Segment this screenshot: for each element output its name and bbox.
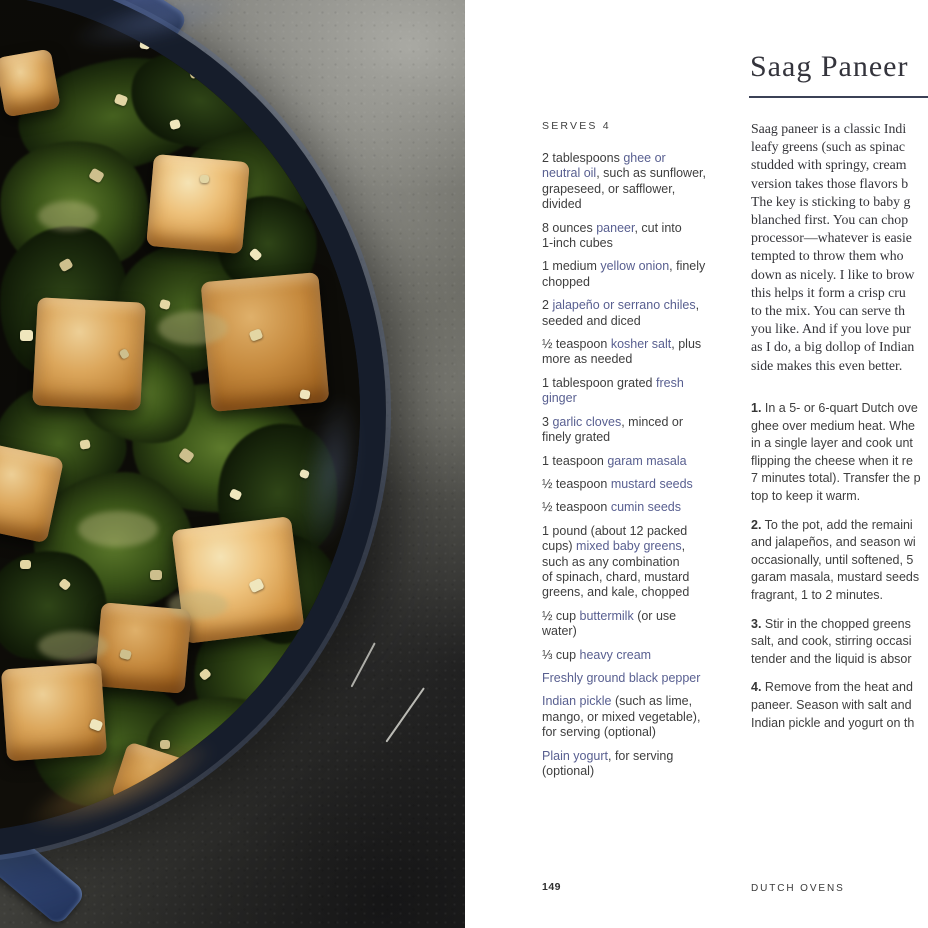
ingredient-item (542, 500, 742, 515)
intro-line: version takes those flavors b (751, 175, 909, 191)
onion-piece (79, 439, 90, 449)
onion-piece (200, 175, 209, 183)
ingredient-line: greens, and kale, chopped (542, 585, 690, 600)
step-line: occasionally, until softened, 5 (751, 552, 914, 567)
intro-line: as I do, a big dollop of Indian (751, 339, 915, 355)
ingredient-line: Plain yogurt, for serving (542, 748, 674, 763)
step-line: paneer. Season with salt and (751, 697, 912, 712)
ingredient-line: ½ teaspoon cumin seeds (542, 500, 681, 515)
step-line: 4. Remove from the heat and (751, 680, 913, 695)
cream-sauce-fleck (168, 591, 228, 619)
step-line: and jalapeños, and season wi (751, 535, 916, 550)
step-line: salt, and cook, stirring occasi (751, 634, 912, 649)
intro-line: tempted to throw them who (751, 248, 904, 264)
ingredient-item (542, 337, 742, 368)
ingredient-line: cups) mixed baby greens, (542, 539, 686, 554)
intro-line: studded with springy, cream (751, 157, 907, 173)
ingredient-item (542, 151, 742, 213)
ingredient-item (542, 415, 742, 446)
recipe-step (751, 679, 921, 732)
step-line: garam masala, mustard seeds (751, 570, 920, 585)
cream-sauce-fleck (78, 511, 158, 547)
cream-sauce-fleck (158, 311, 228, 345)
intro-line: this helps it form a crisp cru (751, 284, 906, 300)
ingredient-line: 2 tablespoons ghee or (542, 151, 666, 165)
ingredient-line: ginger (542, 391, 577, 406)
intro-line: The key is sticking to baby g (751, 193, 911, 209)
ingredient-line: 1 medium yellow onion, finely (542, 259, 706, 274)
intro-line: to the mix. You can serve th (751, 303, 906, 319)
paneer-cube (1, 663, 107, 762)
ingredient-line: ½ teaspoon mustard seeds (542, 476, 693, 491)
ingredient-line: Freshly ground black pepper (542, 670, 701, 685)
ingredient-line: of spinach, chard, mustard (542, 569, 690, 584)
intro-line: leafy greens (such as spinac (751, 139, 906, 155)
recipe-step (751, 616, 921, 669)
ingredient-line: water) (542, 624, 577, 639)
ingredient-line: such as any combination (542, 554, 680, 569)
step-number: 3. (751, 616, 762, 631)
recipe-step (751, 517, 921, 605)
ingredient-line: 1 tablespoon grated fresh (542, 375, 684, 390)
step-line: flipping the cheese when it re (751, 453, 913, 468)
ingredient-line: mango, or mixed vegetable), (542, 709, 701, 724)
ingredient-line: more as needed (542, 352, 633, 367)
ingredient-line: seeded and diced (542, 313, 641, 328)
ingredient-line: 3 garlic cloves, minced or (542, 414, 684, 429)
cream-sauce-fleck (38, 631, 108, 661)
ingredient-item (542, 376, 742, 407)
step-number: 1. (751, 401, 762, 415)
ingredient-item (542, 477, 742, 492)
intro-line: blanched first. You can chop (751, 212, 909, 228)
step-line: tender and the liquid is absor (751, 651, 912, 666)
ingredient-line: 2 jalapeño or serrano chiles, (542, 298, 700, 313)
step-line: 3. Stir in the chopped greens (751, 616, 911, 631)
serves-label: SERVES 4 (542, 120, 611, 132)
paneer-cube (146, 154, 250, 254)
recipe-step (751, 400, 921, 506)
page-number: 149 (542, 881, 562, 893)
ingredient-line: Indian pickle (such as lime, (542, 694, 693, 709)
recipe-intro (751, 120, 914, 375)
ingredient-line: neutral oil, such as sunflower, (542, 166, 706, 181)
step-line: 1. In a 5- or 6-quart Dutch ove (751, 401, 918, 415)
chapter-running-head: DUTCH OVENS (751, 883, 845, 894)
ingredient-line: 8 ounces paneer, cut into (542, 220, 682, 235)
title-rule (749, 96, 928, 98)
intro-line: you like. And if you love pur (751, 321, 911, 337)
step-line: ghee over medium heat. Whe (751, 418, 915, 433)
intro-line: side makes this even better. (751, 357, 903, 373)
cream-sauce-fleck (38, 201, 98, 231)
ingredient-item (542, 259, 742, 290)
ingredient-item (542, 694, 742, 740)
step-line: 2. To the pot, add the remaini (751, 517, 913, 532)
ingredient-item (542, 749, 742, 780)
ingredient-line: divided (542, 197, 582, 212)
recipe-title: Saag Paneer (750, 50, 909, 83)
ingredient-item (542, 671, 742, 686)
intro-line: down as nicely. I like to brow (751, 266, 915, 282)
ingredient-item (542, 298, 742, 329)
step-number: 2. (751, 517, 762, 532)
onion-piece (20, 330, 33, 341)
ingredient-item (542, 454, 742, 469)
step-line: in a single layer and cook unt (751, 436, 913, 451)
step-line: top to keep it warm. (751, 488, 861, 503)
step-line: fragrant, 1 to 2 minutes. (751, 587, 884, 602)
ingredient-line: 1 teaspoon garam masala (542, 453, 687, 468)
step-line: Indian pickle and yogurt on th (751, 715, 915, 730)
ingredient-line: finely grated (542, 430, 611, 445)
ingredient-line: ½ teaspoon kosher salt, plus (542, 337, 702, 352)
ingredients-list (542, 151, 742, 787)
ingredient-line: for serving (optional) (542, 725, 656, 740)
onion-piece (20, 560, 31, 569)
ingredient-item (542, 524, 742, 601)
ingredient-item (542, 609, 742, 640)
step-number: 4. (751, 680, 762, 695)
ingredient-line: ⅓ cup heavy cream (542, 647, 652, 662)
intro-line: Saag paneer is a classic Indi (751, 121, 907, 136)
onion-piece (150, 570, 162, 580)
step-line: 7 minutes total). Transfer the p (751, 471, 921, 486)
ingredient-line: grapeseed, or safflower, (542, 181, 676, 196)
ingredient-item (542, 221, 742, 252)
recipe-steps (751, 400, 921, 743)
ingredient-item (542, 648, 742, 663)
ingredient-line: (optional) (542, 764, 595, 778)
ingredient-line: chopped (542, 274, 590, 289)
ingredient-line: 1-inch cubes (542, 236, 613, 251)
paneer-cube (95, 602, 192, 694)
intro-line: processor—whatever is easie (751, 230, 912, 246)
ingredient-line: 1 pound (about 12 packed (542, 523, 688, 538)
ingredient-line: ½ cup buttermilk (or use (542, 608, 677, 623)
